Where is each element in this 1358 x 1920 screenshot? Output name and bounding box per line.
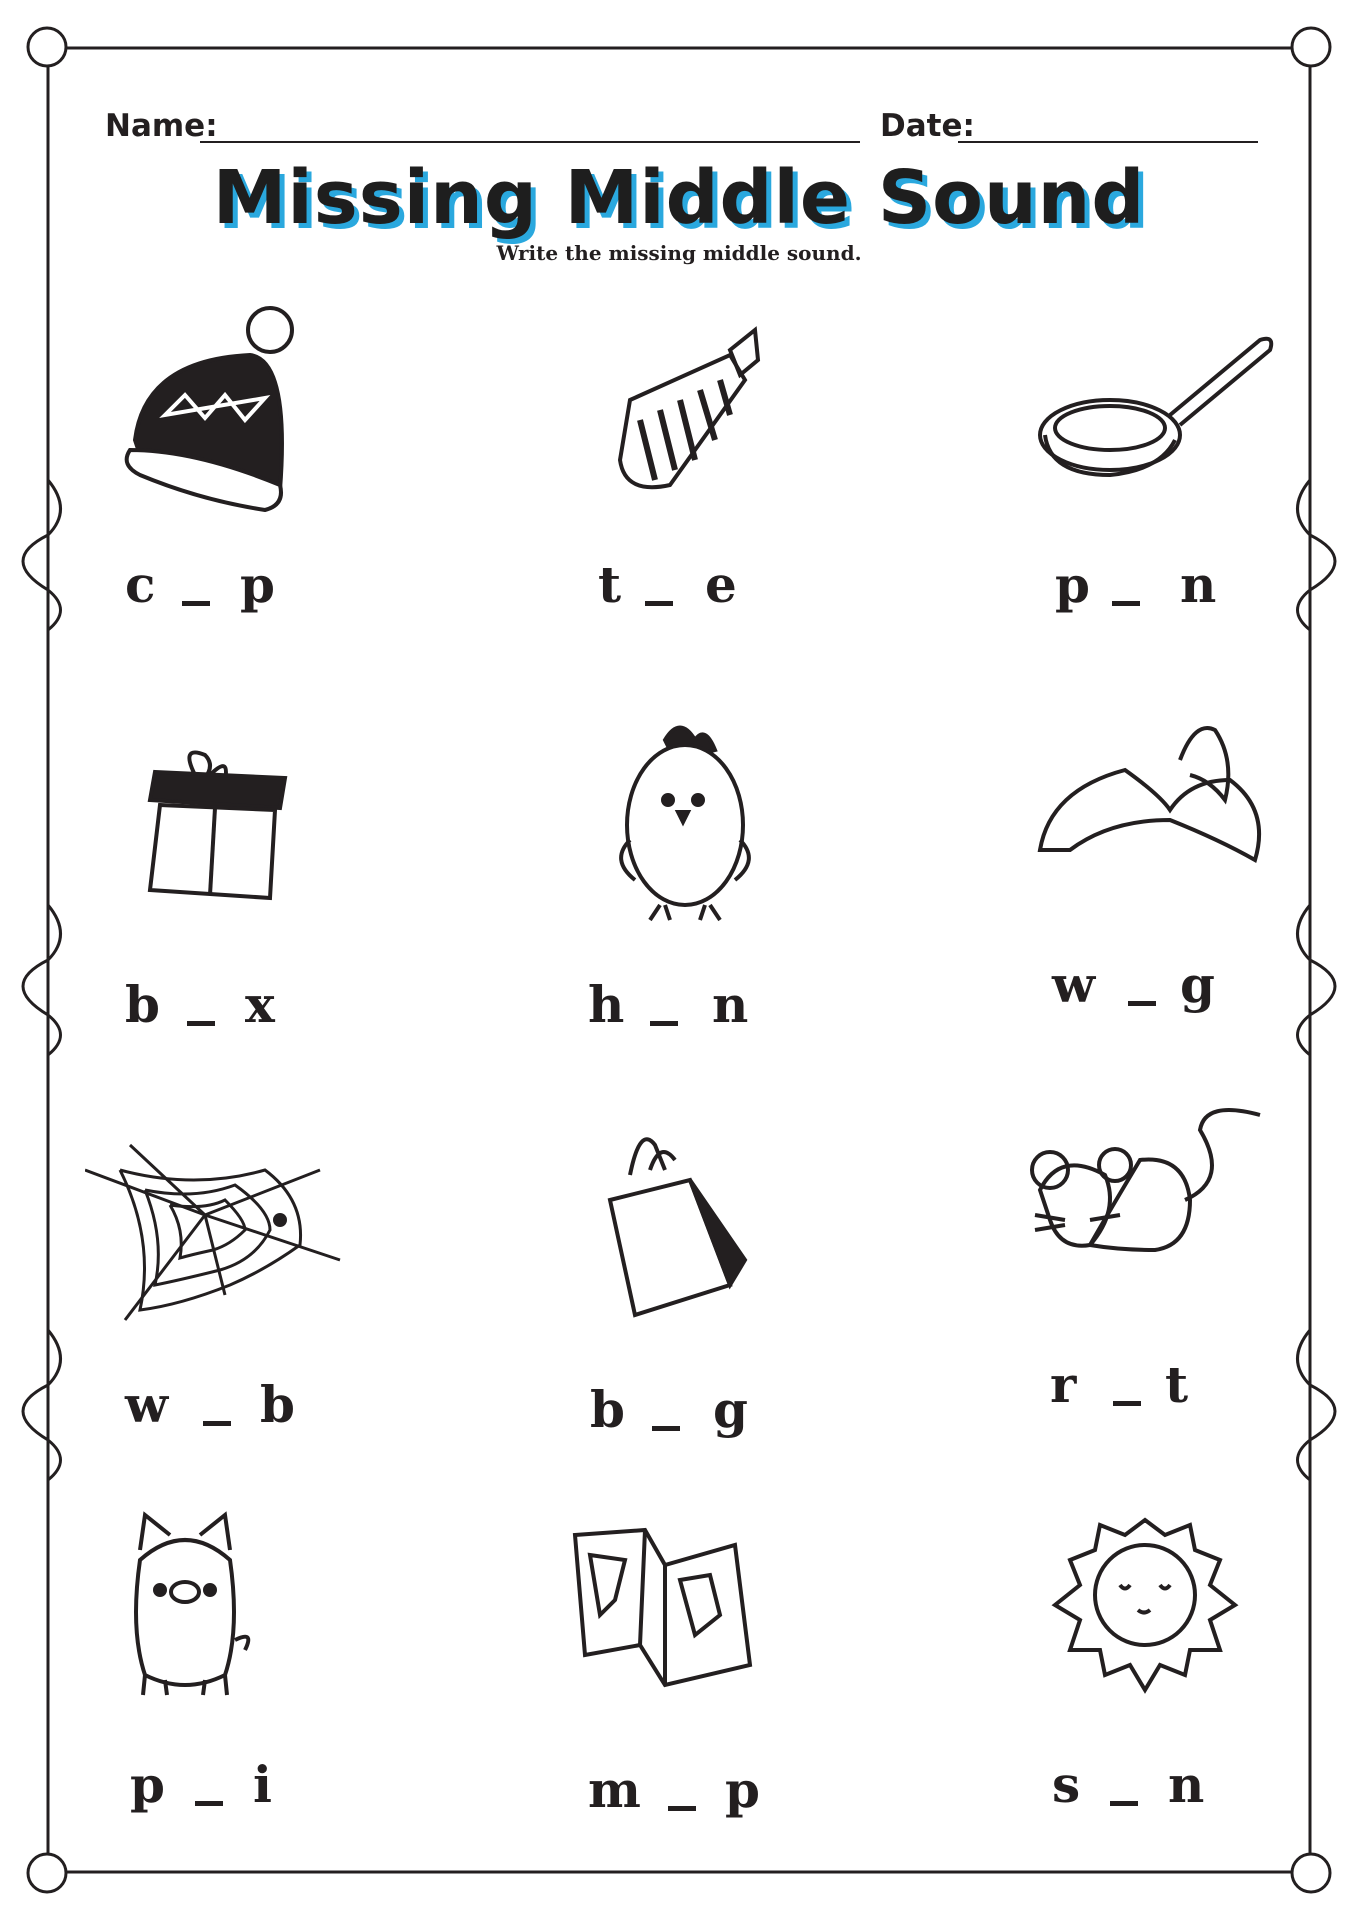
last-letter: t bbox=[1165, 1355, 1189, 1414]
first-letter: t bbox=[598, 555, 622, 614]
last-letter: n bbox=[712, 975, 749, 1034]
word-item bbox=[1030, 300, 1330, 660]
first-letter: s bbox=[1052, 1755, 1081, 1814]
word-item bbox=[1020, 1500, 1320, 1860]
box-icon bbox=[105, 720, 405, 960]
answer-blank[interactable] bbox=[195, 1801, 223, 1806]
answer-blank[interactable] bbox=[645, 601, 673, 606]
word-item bbox=[1030, 700, 1330, 1060]
sun-icon bbox=[1020, 1500, 1320, 1740]
page-subtitle: Write the missing middle sound. bbox=[496, 241, 862, 265]
word-item bbox=[570, 1505, 870, 1865]
answer-blank[interactable] bbox=[203, 1421, 231, 1426]
word-item bbox=[105, 300, 405, 660]
word-item bbox=[580, 720, 880, 1080]
answer-blank[interactable] bbox=[668, 1806, 696, 1811]
first-letter: w bbox=[1052, 955, 1096, 1014]
word-item bbox=[580, 300, 880, 660]
word-item bbox=[1020, 1100, 1320, 1460]
word-item bbox=[580, 1125, 880, 1485]
last-letter: n bbox=[1168, 1755, 1205, 1814]
answer-blank[interactable] bbox=[1110, 1801, 1138, 1806]
answer-blank[interactable] bbox=[1128, 1001, 1156, 1006]
rat-icon bbox=[1020, 1100, 1320, 1340]
word-item bbox=[85, 1120, 385, 1480]
first-letter: m bbox=[588, 1760, 641, 1819]
name-label: Name: bbox=[105, 108, 218, 144]
map-icon bbox=[570, 1505, 870, 1745]
tie-icon bbox=[580, 300, 880, 540]
web-icon bbox=[85, 1120, 385, 1360]
first-letter: b bbox=[125, 975, 160, 1034]
last-letter: p bbox=[725, 1760, 760, 1819]
first-letter: c bbox=[125, 555, 156, 614]
answer-blank[interactable] bbox=[652, 1426, 680, 1431]
answer-blank[interactable] bbox=[1113, 1401, 1141, 1406]
answer-blank[interactable] bbox=[650, 1021, 678, 1026]
date-field[interactable] bbox=[958, 141, 1258, 143]
word-item bbox=[105, 1500, 405, 1860]
answer-blank[interactable] bbox=[1112, 601, 1140, 606]
last-letter: i bbox=[253, 1755, 272, 1814]
last-letter: n bbox=[1180, 555, 1217, 614]
last-letter: e bbox=[705, 555, 737, 614]
answer-blank[interactable] bbox=[182, 601, 210, 606]
first-letter: p bbox=[1055, 555, 1090, 614]
name-field[interactable] bbox=[200, 141, 860, 143]
last-letter: g bbox=[713, 1380, 748, 1439]
page-title: Missing Middle Sound bbox=[212, 155, 1146, 241]
first-letter: p bbox=[130, 1755, 165, 1814]
pan-icon bbox=[1030, 300, 1330, 540]
hat-icon bbox=[105, 300, 405, 540]
first-letter: b bbox=[590, 1380, 625, 1439]
first-letter: w bbox=[125, 1375, 169, 1434]
hen-icon bbox=[580, 720, 880, 960]
answer-blank[interactable] bbox=[187, 1021, 215, 1026]
last-letter: p bbox=[240, 555, 275, 614]
last-letter: b bbox=[260, 1375, 295, 1434]
word-item bbox=[105, 720, 405, 1080]
last-letter: g bbox=[1180, 955, 1215, 1014]
first-letter: r bbox=[1050, 1355, 1077, 1414]
bag-icon bbox=[580, 1125, 880, 1365]
last-letter: x bbox=[245, 975, 275, 1034]
pig-icon bbox=[105, 1500, 405, 1740]
first-letter: h bbox=[588, 975, 625, 1034]
wig-icon bbox=[1030, 700, 1330, 940]
date-label: Date: bbox=[880, 108, 975, 144]
